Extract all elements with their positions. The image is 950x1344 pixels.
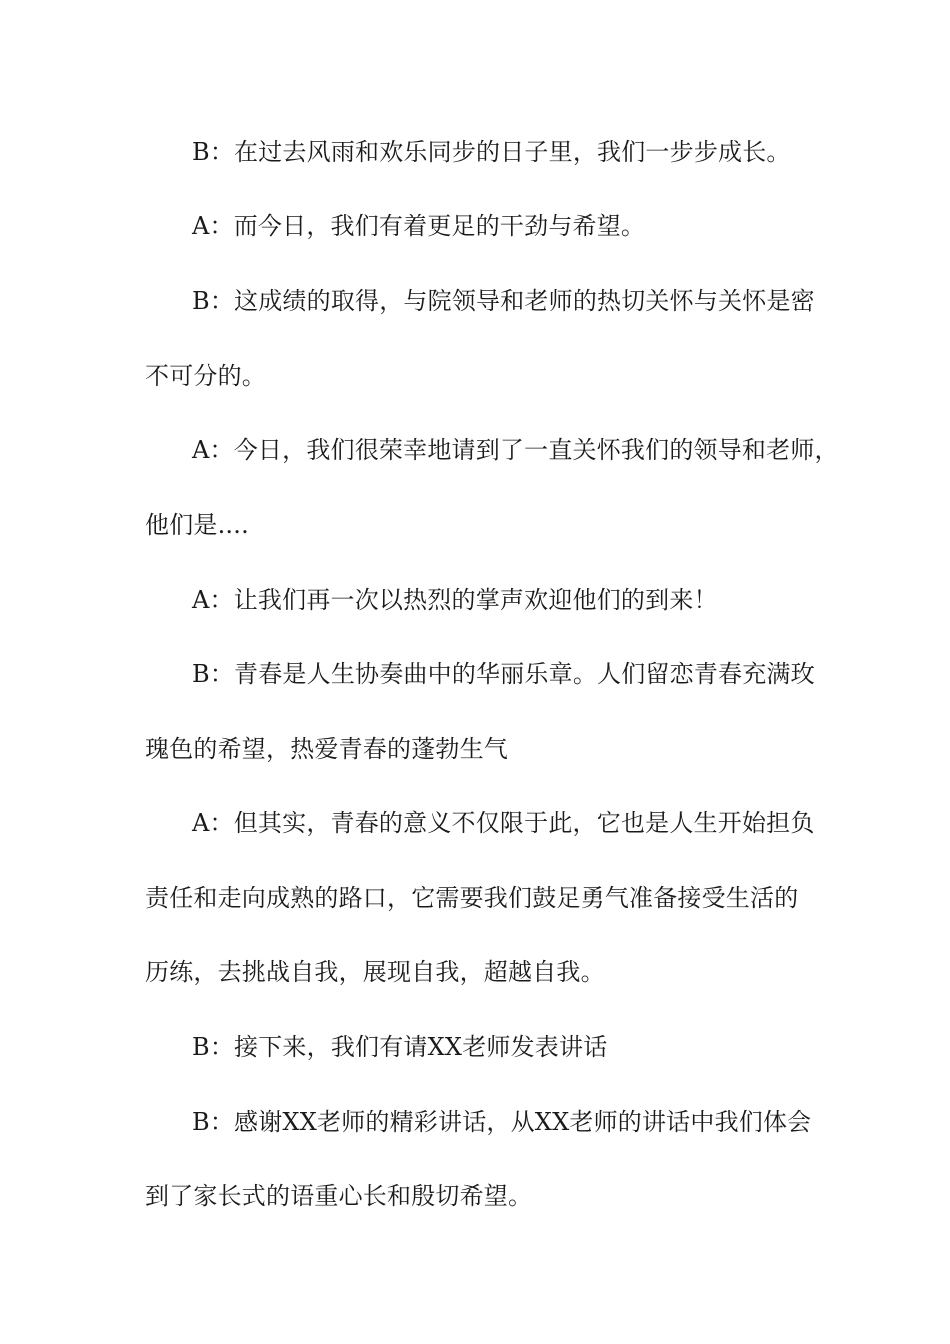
- text-line-8: B：青春是人生协奏曲中的华丽乐章。人们留恋青春充满玫: [192, 660, 815, 688]
- text-line-7: A：让我们再一次以热烈的掌声欢迎他们的到来！: [192, 586, 718, 614]
- text-line-3: B：这成绩的取得，与院领导和老师的热切关怀与关怀是密: [192, 287, 815, 315]
- text-line-2: A：而今日，我们有着更足的干劲与希望。: [192, 212, 646, 240]
- text-line-15: 到了家长式的语重心长和殷切希望。: [145, 1182, 533, 1210]
- text-line-12: 历练，去挑战自我，展现自我，超越自我。: [145, 958, 605, 986]
- text-line-13: B：接下来，我们有请XX老师发表讲话: [192, 1033, 608, 1061]
- text-line-9: 瑰色的希望，热爱青春的蓬勃生气: [145, 735, 508, 763]
- text-line-11: 责任和走向成熟的路口，它需要我们鼓足勇气准备接受生活的: [145, 884, 799, 912]
- text-line-14: B：感谢XX老师的精彩讲话，从XX老师的讲话中我们体会: [192, 1108, 812, 1136]
- text-line-4: 不可分的。: [145, 362, 266, 390]
- text-line-5: A：今日，我们很荣幸地请到了一直关怀我们的领导和老师，: [192, 436, 839, 464]
- text-line-10: A：但其实，青春的意义不仅限于此，它也是人生开始担负: [192, 809, 815, 837]
- text-line-1: B：在过去风雨和欢乐同步的日子里，我们一步步成长。: [192, 138, 791, 166]
- text-line-6: 他们是....: [145, 511, 249, 539]
